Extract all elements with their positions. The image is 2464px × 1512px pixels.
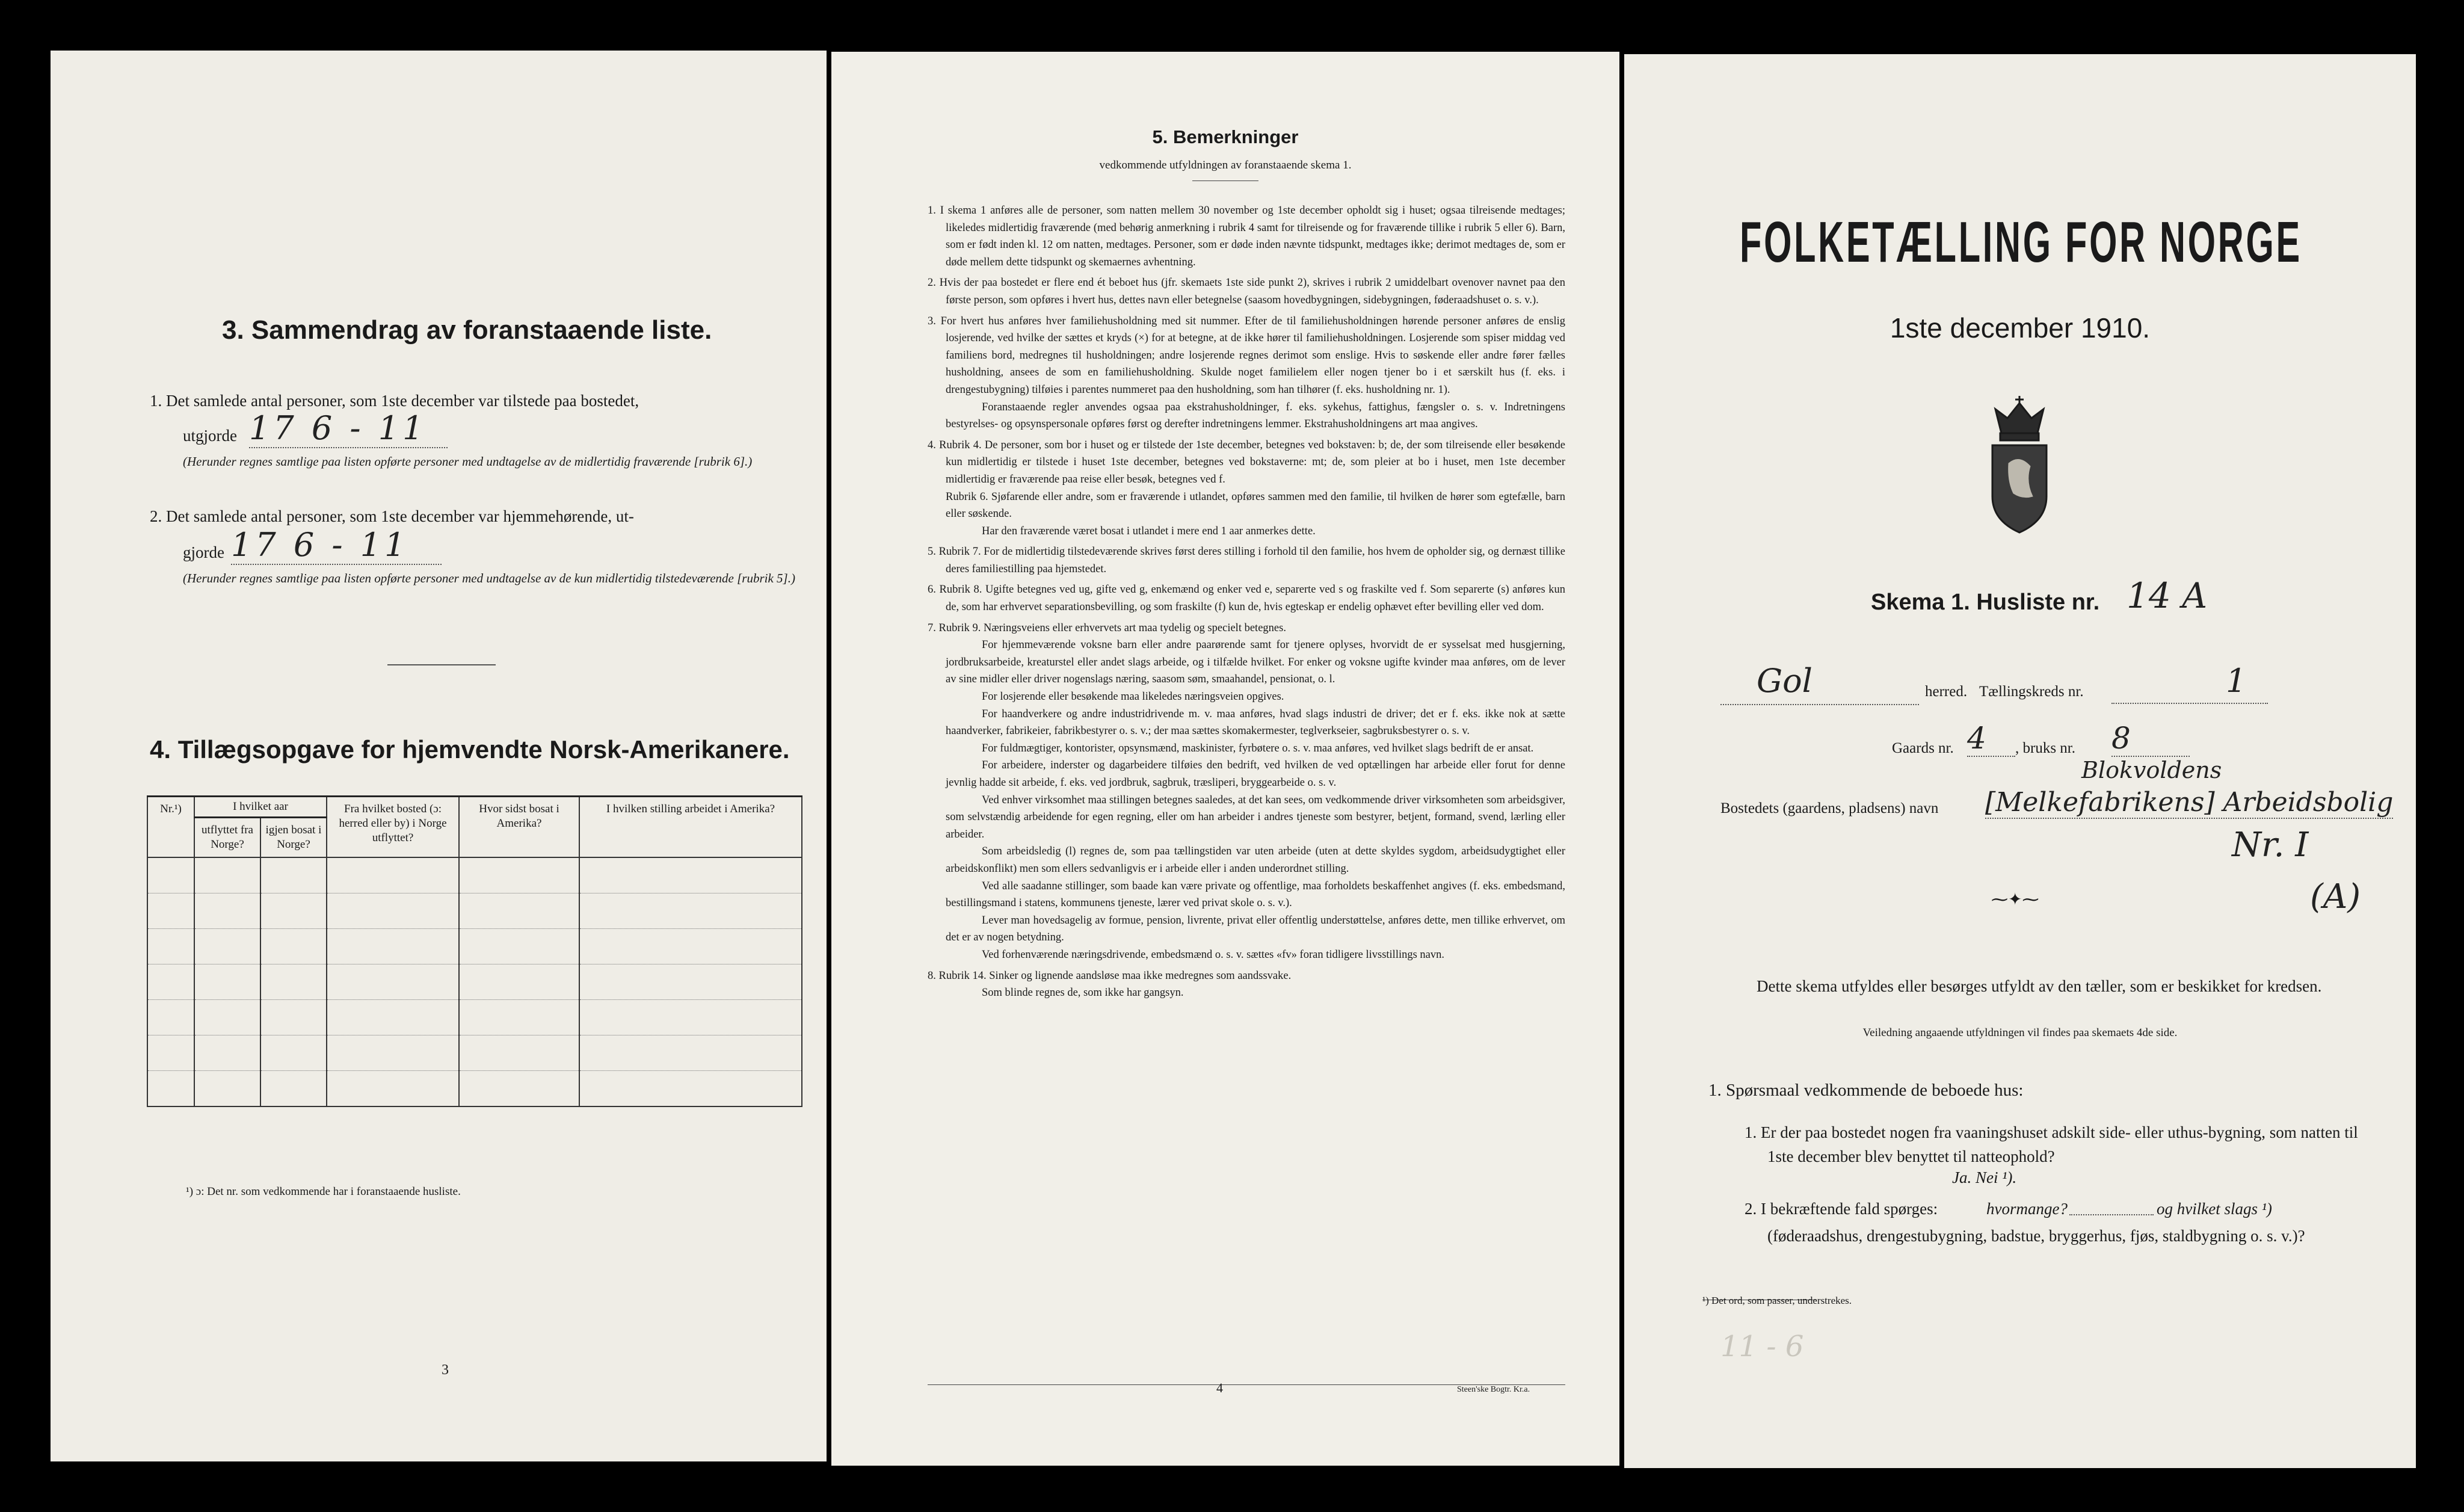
paragraph: Foranstaaende regler anvendes ogsaa paa ekstrahusholdninger, f. eks. sykehus, fattighus, fængsler o. s. v. Indretningens bestyrelses- og opsynspersonale opføres først og derefter indretningens lemmer. Ekstrahusholdningens art maa angives. [946, 401, 1565, 431]
section4-title: 4. Tillægsopgave for hjemvendte Norsk-Amerikanere. [150, 735, 790, 764]
bemerkninger-subtitle: vedkommende utfyldningen av foranstaaende skema 1. [1099, 159, 1352, 171]
paragraph: Ved alle saadanne stillinger, som baade kan være private og offentlige, maa forholdets beskaffenhet angives (f. eks. embedsmand, bestillingsmand i statens, kommunens tjeneste, lærer ved privat skole o. s. v.). [946, 880, 1565, 910]
paragraph: For fuldmægtiger, kontorister, opsynsmænd, maskinister, fyrbøtere o. s. v. maa anføres, ved hvilket slags bedrift de er ansat. [982, 742, 1534, 754]
item1-prefix: utgjorde [183, 427, 237, 445]
question-2-label: 2. I bekræftende fald spørges: [1745, 1200, 1938, 1218]
paragraph: 3. For hvert hus anføres hver familiehusholdning med sit nummer. Efter de til familiehusholdningen hørende personer anføres de enslig losjerende, ved hvilke der sættes et kryds (×) for at betegne, at de ikke hører til familiehusholdningen. Losjerende som spiser middag ved familiens bord, medregnes til husholdningen; andre losjerende regnes derimot som enslige. Hvis to søskende eller andre fører fælles husholdning, ansees de som en familiehusholdning. Skulde noget familielem eller nogen tjener bo i et særskilt hus (f. eks. i drengestubygning) tilføies i parentes nummeret paa den husholdning, som han tilhører (f. eks. husholdning nr. 1). [928, 315, 1565, 396]
ornament-icon: ⁓✦⁓ [1991, 890, 2039, 909]
left-page [51, 51, 827, 1461]
table-row [147, 1071, 802, 1107]
table-row [147, 893, 802, 929]
paragraph: 2. Hvis der paa bostedet er flere end ét beboet hus (jfr. skemaets 1ste side punkt 2), skrives i rubrik 2 umiddelbart ovenover navnet paa den første person, som opføres i hvert hus, dettes navn eller betegnelse (saasom hovedbygningen, sidebygningen, føderaadshuset o. s. v.). [928, 277, 1565, 306]
norsk-amerikanere-table [147, 795, 802, 1107]
hvormange-field [2069, 1214, 2154, 1215]
paragraph: Som blinde regnes de, som ikke har gangsyn. [982, 987, 1184, 999]
section3-title: 3. Sammendrag av foranstaaende liste. [222, 315, 712, 345]
question-2-slags: og hvilket slags ¹) [2157, 1200, 2272, 1218]
question-1: 1. Er der paa bostedet nogen fra vaaningshuset adskilt side- eller uthus-bygning, som natten til 1ste december blev benyttet til natteophold? [1745, 1123, 2358, 1165]
paragraph: 4. Rubrik 4. De personer, som bor i huset og er tilstede der 1ste december, betegnes ved bokstaven: b; de, der som tilreisende eller besøkende kun midlertidig er tilstede i huset 1ste december, betegnes ved bokstaverne: mt; de, som pleier at bo i huset, men 1ste december midlertidig er fraværende paa reise eller besøk, betegnes ved f. [928, 439, 1565, 486]
page-number: 3 [442, 1362, 449, 1378]
paragraph: For losjerende eller besøkende maa likeledes næringsveien opgives. [982, 691, 1284, 703]
col-igjen: igjen bosat i Norge? [260, 818, 327, 858]
paragraph: Ved enhver virksomhet maa stillingen betegnes saaledes, at det kan sees, om vedkommende driver virksomheten som arbeidsgiver, som selvstændig arbeidende for egen regning, eller om han arbeider i andres tjeneste som bestyrer, betjent, formand, svend, lærling eller arbeider. [946, 794, 1565, 841]
item1-value: 17 6 - 11 [249, 409, 448, 448]
kreds-field [2111, 703, 2268, 704]
col-bosted: Fra hvilket bosted (ɔ: herred eller by) i Norge utflyttet? [327, 797, 459, 858]
item1-note: (Herunder regnes samtlige paa listen opførte personer med undtagelse av de midlertidig fraværende [rubrik 6].) [183, 454, 753, 469]
herred-field [1720, 680, 1919, 705]
coat-of-arms-icon [1977, 391, 2062, 545]
table-row [147, 964, 802, 1000]
col-stilling: I hvilken stilling arbeidet i Amerika? [579, 797, 802, 858]
instruction-small: Veiledning angaaende utfyldningen vil findes paa skemaets 4de side. [1862, 1026, 2178, 1039]
paragraph: 7. Rubrik 9. Næringsveiens eller erhvervets art maa tydelig og specielt betegnes. [928, 622, 1286, 634]
question-1-answer: Ja. Nei ¹). [1952, 1168, 2017, 1186]
item2-prefix: gjorde [183, 543, 224, 561]
bruks-label: , bruks nr. [2015, 740, 2075, 756]
item2-note: (Herunder regnes samtlige paa listen opførte personer med undtagelse av de kun midlertidig tilstedeværende [rubrik 5].) [183, 571, 795, 585]
item2-value: 17 6 - 11 [231, 526, 442, 565]
col-utflyttet: utflyttet fra Norge? [194, 818, 260, 858]
bosted-line3: (A) [2310, 877, 2361, 916]
bemerkninger-title: 5. Bemerkninger [1152, 126, 1299, 147]
col-group: I hvilket aar [194, 797, 327, 818]
page-number: 4 [1216, 1380, 1223, 1395]
question-2-hvormange: hvormange? [1986, 1200, 2068, 1218]
faint-pencil-note: 11 - 6 [1720, 1330, 1804, 1363]
questions-heading: 1. Spørsmaal vedkommende de beboede hus: [1708, 1081, 2024, 1100]
bemerkninger-body [928, 202, 1565, 1002]
bosted-label: Bostedets (gaardens, pladsens) navn [1720, 800, 1939, 816]
table-footnote: ¹) ɔ: Det nr. som vedkommende har i foranstaaende husliste. [186, 1185, 461, 1198]
paragraph: 6. Rubrik 8. Ugifte betegnes ved ug, gifte ved g, enkemænd og enker ved e, separerte ved s og fraskilte ved f. Som separerte (s) anføres kun de, som har erhvervet separationsbevilling, og som fraskilte (f) kun de, hvis egteskap er endelig ophævet efter bevilling eller ved dom. [928, 584, 1565, 614]
item2-text: 2. Det samlede antal personer, som 1ste december var hjemmehørende, ut- [150, 507, 634, 525]
kreds-label: Tællingskreds nr. [1979, 683, 2084, 700]
kreds-value: 1 [2226, 662, 2247, 700]
table-row [147, 1035, 802, 1071]
item1-text: 1. Det samlede antal personer, som 1ste december var tilstede paa bostedet, [150, 392, 639, 410]
bruks-value: 8 [2111, 721, 2190, 757]
paragraph: Lever man hovedsagelig av formue, pension, livrente, privat eller offentlig understøttelse, anføres dette, men tillike erhvervet, om det er av nogen betydning. [946, 914, 1565, 944]
herred-value: Gol [1757, 662, 1813, 700]
bosted-value: [Melkefabrikens] Arbeidsbolig [1985, 787, 2394, 818]
paragraph: Ved forhenværende næringsdrivende, embedsmænd o. s. v. sættes «fv» foran tidligere livsstillings navn. [982, 948, 1445, 961]
col-sidst: Hvor sidst bosat i Amerika? [459, 797, 579, 858]
question-2-detail: (føderaadshus, drengestubygning, badstue, bryggerhus, fjøs, staldbygning o. s. v.)? [1767, 1227, 2305, 1245]
paragraph: 8. Rubrik 14. Sinker og lignende aandsløse maa ikke medregnes som aandssvake. [928, 969, 1292, 982]
col-nr: Nr.¹) [147, 797, 194, 858]
printer-imprint: Steen'ske Bogtr. Kr.a. [1457, 1385, 1530, 1394]
paragraph: Har den fraværende været bosat i utlandet i mere end 1 aar anmerkes dette. [982, 525, 1316, 537]
census-title: FOLKETÆLLING FOR NORGE [1740, 210, 2302, 274]
table-row [147, 929, 802, 964]
instruction-text: Dette skema utfyldes eller besørges utfyldt av den tæller, som er beskikket for kredsen. [1757, 977, 2322, 995]
paragraph: Som arbeidsledig (l) regnes de, som paa tællingstiden var uten arbeide (uten at dette skyldes sygdom, arbeidsudygtighet eller arbeidskonflikt) men som ellers sedvanligvis er i arbeide eller i anden underordnet stilling. [946, 845, 1565, 875]
middle-page [831, 52, 1619, 1466]
footnote: ¹) Det ord, som passer, understrekes. [1702, 1295, 1852, 1306]
table-row [147, 857, 802, 893]
bosted-line2: Nr. I [2232, 825, 2309, 865]
gaards-value: 4 [1967, 721, 2015, 757]
right-page [1624, 54, 2416, 1468]
paragraph: For arbeidere, inderster og dagarbeidere tilføies den bedrift, ved hvilken de ved optællingen har arbeide eller forut for denne jevnlig hadde sit arbeide, f. eks. ved jordbruk, sagbruk, træsliperi, bryggearbeide o. s. v. [946, 759, 1565, 789]
husliste-number: 14 A [2127, 575, 2208, 616]
divider [387, 664, 496, 665]
skema-label: Skema 1. Husliste nr. [1871, 590, 2100, 615]
gaards-label: Gaards nr. [1892, 740, 1954, 756]
paragraph: Rubrik 6. Sjøfarende eller andre, som er fraværende i utlandet, opføres sammen med den familie, til hvilken de hører som egtefælle, barn eller søskende. [946, 490, 1565, 520]
paragraph: For haandverkere og andre industridrivende m. v. maa anføres, hvad slags industri de driver; det er f. eks. ikke nok at sætte haandverker, fabrikeier, fabrikbestyrer o. s. v.; der maa sættes skomakermester, teglverkseier, sagbruksbestyrer o. s. v. [946, 708, 1565, 738]
census-date: 1ste december 1910. [1890, 312, 2151, 344]
paragraph: 1. I skema 1 anføres alle de personer, som natten mellem 30 november og 1ste december opholdt sig i huset; ogsaa tilreisende medtages; likeledes midlertidig fraværende (med behørig anmerkning i rubrik 4 samt for tilreisende og for fraværende tillike i rubrik 5 eller 6). Barn, som er født inden kl. 12 om natten, medtages. Personer, som er døde inden nævnte tidspunkt, medtages ikke; derimot medtages de, som er døde mellem dette tidspunkt og skemaernes avhentning. [928, 205, 1565, 268]
bosted-above: Blokvoldens [2081, 757, 2222, 783]
paragraph: 5. Rubrik 7. For de midlertidig tilstedeværende skrives først deres stilling i forhold til den familie, hos hvem de opholder sig, og dernæst tillike deres familiestilling paa hjemstedet. [928, 546, 1565, 575]
herred-label: herred. [1925, 683, 1968, 700]
table-row [147, 1000, 802, 1035]
paragraph: For hjemmeværende voksne barn eller andre paarørende samt for tjenere oplyses, hvorvidt de er sysselsat med husgjerning, jordbruksarbeide, kreaturstel eller andet slags arbeide, og i tilfælde hvilket. For enker og voksne ugifte kvinder maa anføres, om de lever av sine midler eller driver nogenslags næring, saasom søm, smaahandel, pensionat, o. l. [946, 639, 1565, 686]
